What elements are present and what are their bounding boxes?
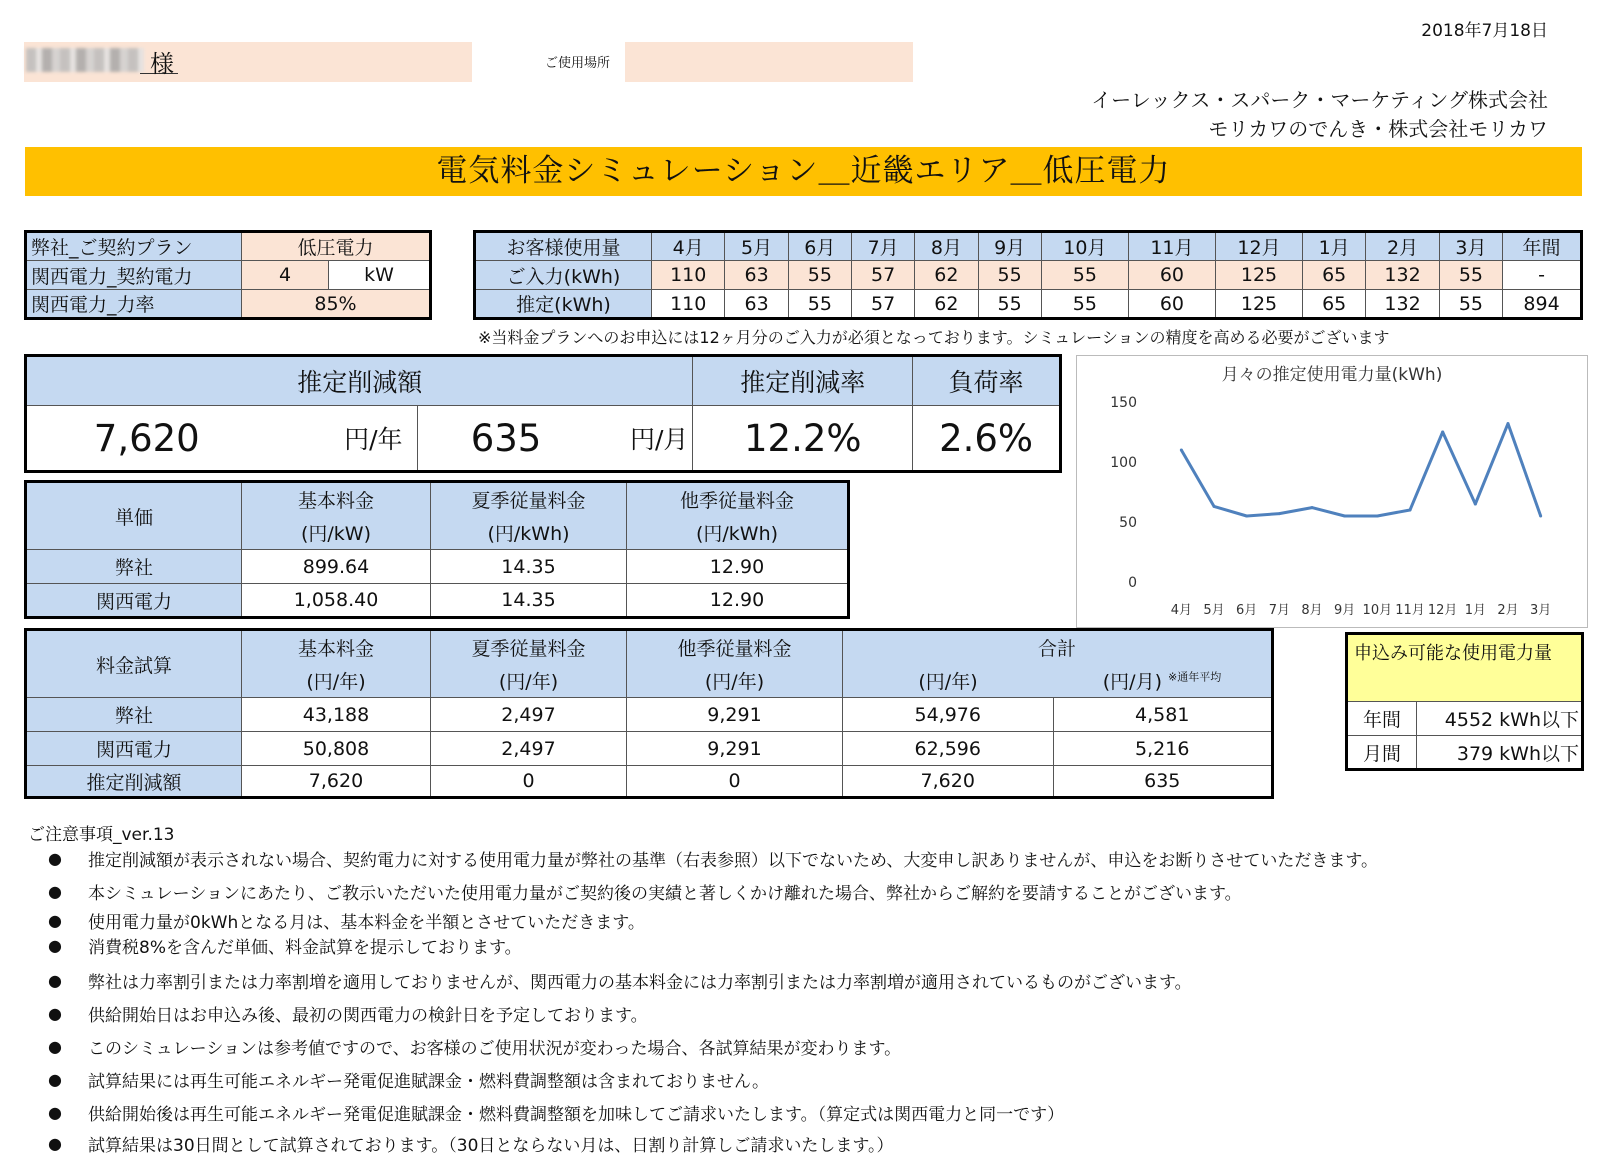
data-point [1539, 515, 1542, 518]
data-point [1474, 503, 1477, 506]
savings-rate-value: 12.2% [693, 406, 913, 472]
savings-amount-label: 推定削減額 [26, 356, 693, 406]
note-item [48, 846, 1378, 871]
usage-cell: 4月 [652, 232, 725, 261]
calc-col-summer: 夏季従量料金 [431, 630, 627, 664]
calc-unit-summer: (円/年) [431, 664, 627, 698]
bullet-icon: ● [48, 1134, 62, 1153]
unit-col-basic: 基本料金 [242, 482, 431, 516]
usage-cell: 62 [915, 261, 978, 290]
unit-col-other: 他季従量料金 [627, 482, 849, 516]
capacity-row-value: 4552 kWh以下 [1417, 702, 1583, 736]
savings-rate-label: 推定削減率 [693, 356, 913, 406]
usage-cell: 60 [1128, 290, 1215, 319]
calc-cell: 7,620 [242, 766, 431, 798]
pf-label: 関西電力_力率 [26, 290, 242, 319]
notes-list [48, 846, 1378, 1156]
data-point [1278, 512, 1281, 515]
calc-cell: 43,188 [242, 698, 431, 732]
customer-name-redacted [26, 48, 144, 72]
capacity-row-label: 月間 [1347, 736, 1417, 770]
calc-cell: 9,291 [627, 698, 843, 732]
company-name-1: イーレックス・スパーク・マーケティング株式会社 [1091, 88, 1548, 112]
note-item [48, 933, 1378, 958]
x-tick-label: 9月 [1334, 603, 1356, 618]
bullet-icon: ● [48, 911, 62, 930]
usage-cell: 11月 [1128, 232, 1215, 261]
x-tick-label: 12月 [1427, 603, 1458, 618]
note-item [48, 879, 1378, 904]
unit-cell: 12.90 [627, 584, 849, 618]
x-tick-label: 3月 [1530, 603, 1552, 618]
calc-cell: 0 [431, 766, 627, 798]
calc-unit-total-year: (円/年) [843, 664, 1054, 698]
chart-title: 月々の推定使用電力量(kWh) [1221, 365, 1443, 385]
note-text: このシミュレーションは参考値ですので、お客様のご使用状況が変わった場合、各試算結果が変わります。 [88, 1039, 902, 1059]
unit-cell: 14.35 [431, 550, 627, 584]
calc-cell: 54,976 [843, 698, 1054, 732]
plan-label: 弊社_ご契約プラン [26, 232, 242, 261]
usage-est-label: 推定(kWh) [475, 290, 652, 319]
usage-cell: 7月 [851, 232, 914, 261]
note-item [48, 1001, 1378, 1026]
usage-table [473, 230, 1583, 320]
bullet-icon: ● [48, 1103, 62, 1122]
annual-savings-unit: 円/年 [267, 406, 417, 472]
note-item [48, 1034, 1378, 1059]
capacity-title: 申込み可能な使用電力量 [1347, 634, 1583, 702]
usage-cell: 63 [725, 290, 788, 319]
usage-cell: 62 [915, 290, 978, 319]
calc-cell: 2,497 [431, 732, 627, 766]
usage-cell: 65 [1303, 261, 1366, 290]
unit-cell: 12.90 [627, 550, 849, 584]
note-item [48, 1067, 1378, 1092]
calc-cell: 4,581 [1053, 698, 1273, 732]
note-text: 本シミュレーションにあたり、ご教示いただいた使用電力量がご契約後の実績と著しくかけ離れた場合、弊社からご解約を要請することがございます。 [88, 884, 1242, 904]
unit-cell: 14.35 [431, 584, 627, 618]
customer-honorific: 様 [150, 50, 174, 78]
bullet-icon: ● [48, 1004, 62, 1023]
usage-cell: 132 [1366, 290, 1439, 319]
note-item [48, 968, 1378, 993]
calc-unit-total-month-cell [1053, 664, 1273, 698]
usage-chart-svg [1077, 356, 1587, 627]
location-label: ご使用場所 [545, 56, 611, 71]
usage-note: ※当料金プランへのお申込には12ヶ月分のご入力が必須となっております。シミュレーションの精度を高める必要がございます [478, 328, 1390, 347]
calc-cell: 0 [627, 766, 843, 798]
bullet-icon: ● [48, 971, 62, 990]
calc-row-label: 関西電力 [26, 732, 242, 766]
x-tick-label: 6月 [1236, 603, 1258, 618]
unit-cell: 1,058.40 [242, 584, 431, 618]
calc-avg-note: ※通年平均 [1168, 670, 1222, 684]
company-name-2: モリカワのでんき・株式会社モリカワ [1208, 117, 1548, 141]
x-tick-label: 5月 [1203, 603, 1225, 618]
data-point [1507, 422, 1510, 425]
calc-col-other: 他季従量料金 [627, 630, 843, 664]
x-tick-label: 7月 [1268, 603, 1290, 618]
calc-corner: 料金試算 [26, 630, 242, 698]
note-text: 消費税8%を含んだ単価、料金試算を提示しております。 [88, 938, 522, 958]
monthly-savings-unit: 円/月 [595, 406, 693, 472]
usage-cell: 2月 [1366, 232, 1439, 261]
calc-unit-other: (円/年) [627, 664, 843, 698]
data-point [1311, 506, 1314, 509]
usage-cell: 55 [978, 290, 1041, 319]
note-text: 供給開始後は再生可能エネルギー発電促進賦課金・燃料費調整額を加味してご請求いたします。（算定式は関西電力と同一です） [88, 1105, 1065, 1125]
bullet-icon: ● [48, 1037, 62, 1056]
usage-cell: 6月 [788, 232, 851, 261]
usage-cell: 10月 [1041, 232, 1128, 261]
usage-input-label: ご入力(kWh) [475, 261, 652, 290]
annual-savings-value: 7,620 [26, 406, 267, 472]
x-tick-label: 1月 [1464, 603, 1486, 618]
note-text: 推定削減額が表示されない場合、契約電力に対する使用電力量が弊社の基準（右表参照）以下でないため、大変申し訳ありませんが、申込をお断りさせていただきます。 [88, 851, 1378, 871]
usage-cell: 55 [1041, 261, 1128, 290]
calc-table [24, 628, 1274, 799]
data-point [1213, 505, 1216, 508]
y-tick-label: 0 [1128, 575, 1137, 591]
usage-cell: 55 [978, 261, 1041, 290]
usage-cell: 3月 [1439, 232, 1502, 261]
data-point [1409, 509, 1412, 512]
usage-cell: 55 [1041, 290, 1128, 319]
unit-price-corner: 単価 [26, 482, 242, 550]
data-point [1180, 449, 1183, 452]
note-text: 試算結果には再生可能エネルギー発電促進賦課金・燃料費調整額は含まれておりません。 [88, 1072, 770, 1092]
usage-cell: 57 [851, 261, 914, 290]
calc-unit-basic: (円/年) [242, 664, 431, 698]
page-title: 電気料金シミュレーション＿近畿エリア＿低圧電力 [25, 147, 1582, 196]
bullet-icon: ● [48, 1070, 62, 1089]
usage-cell: 55 [788, 261, 851, 290]
capacity-row-label: 年間 [1347, 702, 1417, 736]
load-factor-label: 負荷率 [913, 356, 1061, 406]
data-point [1441, 431, 1444, 434]
usage-cell: 132 [1366, 261, 1439, 290]
monthly-savings-value: 635 [417, 406, 595, 472]
note-item [48, 1131, 1378, 1156]
usage-cell: 12月 [1215, 232, 1302, 261]
y-tick-label: 100 [1110, 455, 1137, 471]
usage-cell: 125 [1215, 290, 1302, 319]
unit-unit-basic: (円/kW) [242, 516, 431, 550]
unit-unit-summer: (円/kWh) [431, 516, 627, 550]
unit-cell: 899.64 [242, 550, 431, 584]
note-text: 弊社は力率割引または力率割増を適用しておりませんが、関西電力の基本料金には力率割引または力率割増が適用されているものがございます。 [88, 973, 1192, 993]
savings-table [24, 354, 1062, 473]
document-date: 2018年7月18日 [1421, 21, 1548, 41]
y-tick-label: 50 [1119, 515, 1137, 531]
x-tick-label: 11月 [1395, 603, 1425, 618]
calc-col-total: 合計 [843, 630, 1273, 664]
power-value: 4 [242, 261, 329, 290]
plan-value: 低圧電力 [242, 232, 431, 261]
calc-cell: 635 [1053, 766, 1273, 798]
calc-col-basic: 基本料金 [242, 630, 431, 664]
calc-cell: 2,497 [431, 698, 627, 732]
data-point [1376, 515, 1379, 518]
note-text: 試算結果は30日間として試算されております。（30日とならない月は、日割り計算しご請求いたします。） [88, 1136, 894, 1156]
pf-value: 85% [242, 290, 431, 319]
power-label: 関西電力_契約電力 [26, 261, 242, 290]
data-point [1245, 515, 1248, 518]
notes-title: ご注意事項_ver.13 [28, 825, 175, 845]
capacity-table [1345, 632, 1584, 771]
contract-table [24, 230, 432, 320]
usage-cell: 55 [1439, 261, 1502, 290]
note-text: 使用電力量が0kWhとなる月は、基本料金を半額とさせていただきます。 [88, 913, 645, 933]
unit-row-label: 弊社 [26, 550, 242, 584]
usage-chart [1076, 355, 1588, 628]
load-factor-value: 2.6% [913, 406, 1061, 472]
bullet-icon: ● [48, 882, 62, 901]
usage-header-label: お客様使用量 [475, 232, 652, 261]
location-field [625, 42, 913, 82]
usage-cell: 63 [725, 261, 788, 290]
bullet-icon: ● [48, 936, 62, 955]
usage-cell: 110 [652, 261, 725, 290]
calc-row-label: 推定削減額 [26, 766, 242, 798]
note-item [48, 908, 1378, 933]
power-unit: kW [329, 261, 431, 290]
unit-unit-other: (円/kWh) [627, 516, 849, 550]
usage-cell: 9月 [978, 232, 1041, 261]
usage-cell: 55 [788, 290, 851, 319]
usage-cell: 110 [652, 290, 725, 319]
series-line [1181, 424, 1540, 516]
usage-cell: 8月 [915, 232, 978, 261]
calc-cell: 5,216 [1053, 732, 1273, 766]
y-tick-label: 150 [1110, 395, 1137, 411]
note-item [48, 1100, 1378, 1125]
calc-cell: 9,291 [627, 732, 843, 766]
calc-unit-total-month: (円/月) [1102, 670, 1162, 693]
usage-cell: 57 [851, 290, 914, 319]
calc-cell: 7,620 [843, 766, 1054, 798]
calc-row-label: 弊社 [26, 698, 242, 732]
unit-row-label: 関西電力 [26, 584, 242, 618]
data-point [1343, 515, 1346, 518]
bullet-icon: ● [48, 849, 62, 868]
x-tick-label: 2月 [1497, 603, 1519, 618]
capacity-row-value: 379 kWh以下 [1417, 736, 1583, 770]
usage-cell: 1月 [1303, 232, 1366, 261]
usage-cell: 55 [1439, 290, 1502, 319]
note-text: 供給開始日はお申込み後、最初の関西電力の検針日を予定しております。 [88, 1006, 648, 1026]
x-tick-label: 4月 [1170, 603, 1192, 618]
usage-cell: 894 [1503, 290, 1582, 319]
usage-cell: 年間 [1503, 232, 1582, 261]
x-tick-label: 8月 [1301, 603, 1323, 618]
usage-cell: - [1503, 261, 1582, 290]
usage-cell: 125 [1215, 261, 1302, 290]
unit-col-summer: 夏季従量料金 [431, 482, 627, 516]
usage-cell: 60 [1128, 261, 1215, 290]
x-tick-label: 10月 [1362, 603, 1393, 618]
unit-price-table [24, 480, 850, 619]
calc-cell: 62,596 [843, 732, 1054, 766]
calc-cell: 50,808 [242, 732, 431, 766]
usage-cell: 65 [1303, 290, 1366, 319]
usage-cell: 5月 [725, 232, 788, 261]
